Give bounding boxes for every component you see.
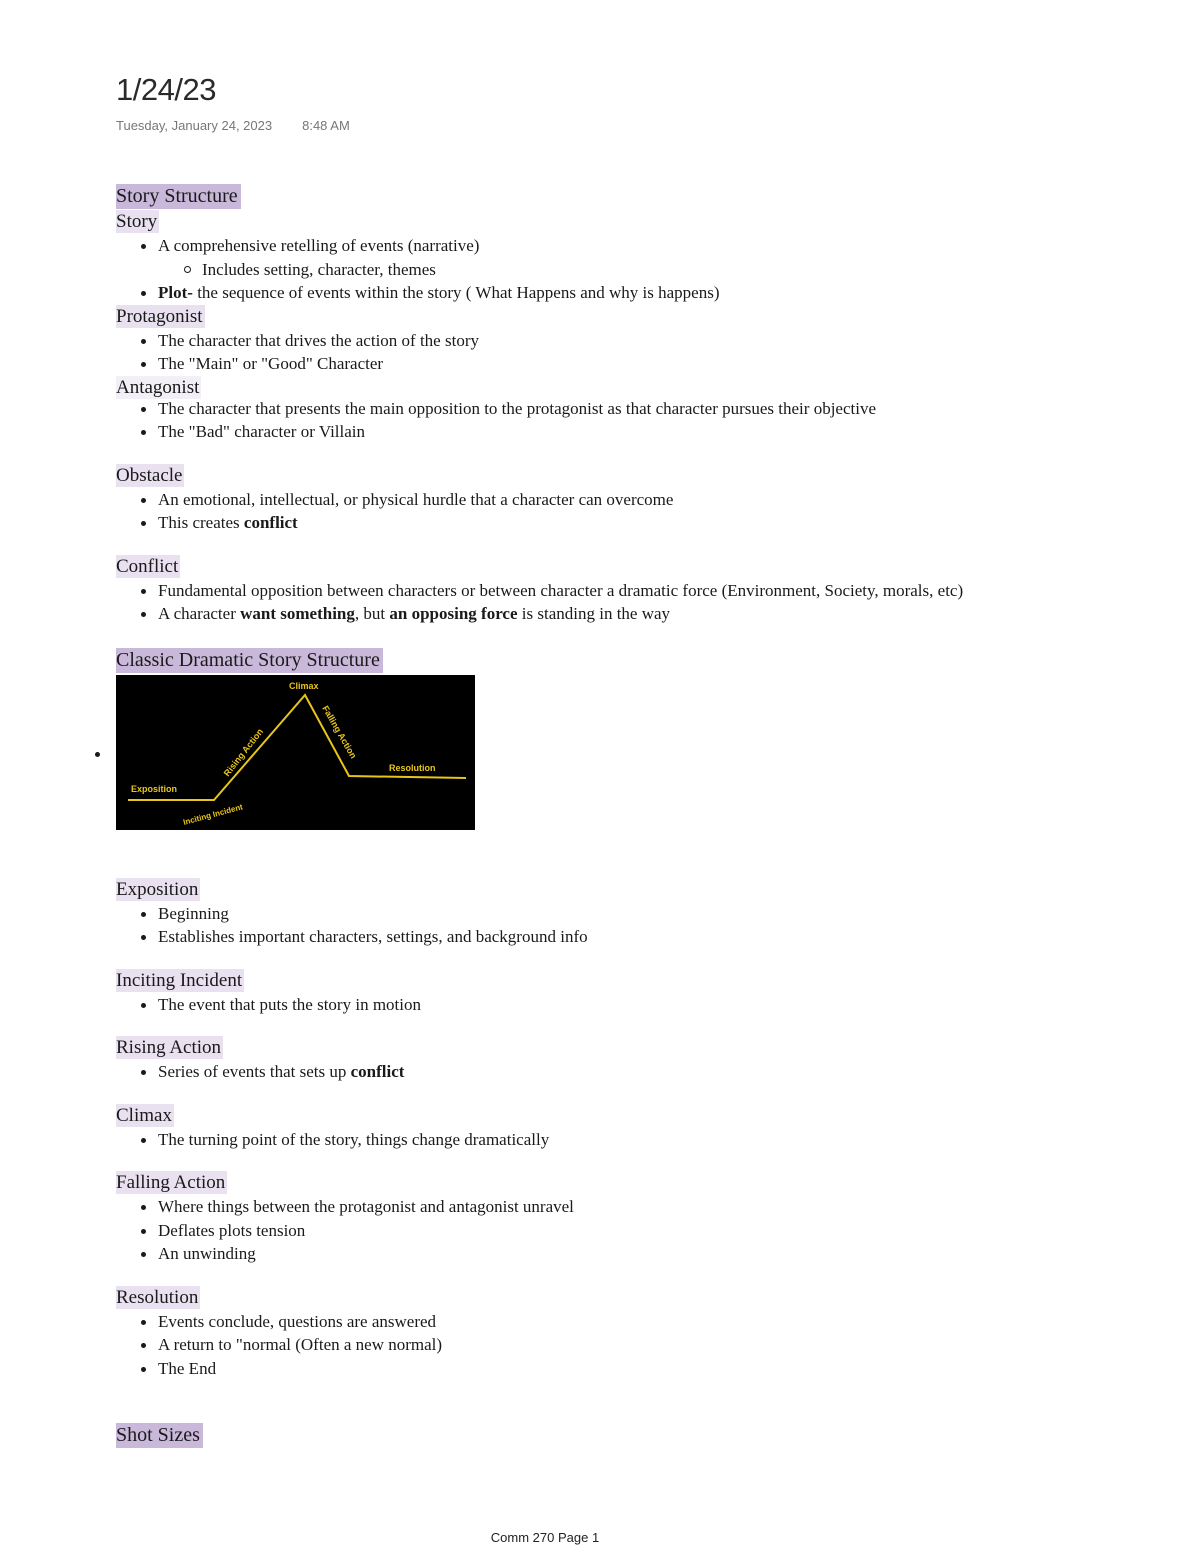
protagonist-list xyxy=(116,329,1156,376)
story-sublist xyxy=(158,258,1156,282)
story-list xyxy=(116,234,1156,305)
plot-line xyxy=(128,695,466,800)
antagonist-list xyxy=(116,397,1156,444)
climax-list xyxy=(116,1128,1156,1152)
inciting-list xyxy=(116,993,1156,1017)
exposition-list xyxy=(116,902,1156,949)
freytag-pyramid-svg xyxy=(116,675,475,830)
subheading-obstacle: Obstacle xyxy=(116,464,183,486)
list-item: A character want something, but an opposing force is standing in the way xyxy=(138,602,1156,626)
label-falling-action: Falling Action xyxy=(320,703,359,760)
note-content xyxy=(116,184,1156,1449)
list-item: The "Bad" character or Villain xyxy=(138,420,1156,444)
subheading-protagonist: Protagonist xyxy=(116,305,203,327)
diagram-list-item xyxy=(116,675,1156,831)
subheading-exposition: Exposition xyxy=(116,878,199,900)
label-resolution: Resolution xyxy=(389,762,436,773)
subheading-climax: Climax xyxy=(116,1104,172,1126)
list-item: Fundamental opposition between characters or between character a dramatic force (Environment, Society, morals, etc) xyxy=(138,579,1156,603)
list-item: An unwinding xyxy=(138,1242,1156,1266)
heading-story-structure: Story Structure xyxy=(116,184,241,209)
list-item: Plot- the sequence of events within the story ( What Happens and why is happens) xyxy=(138,281,1156,305)
subheading-conflict: Conflict xyxy=(116,555,179,577)
subheading-antagonist: Antagonist xyxy=(116,376,200,398)
list-item: Where things between the protagonist and antagonist unravel xyxy=(138,1195,1156,1219)
page-date: Tuesday, January 24, 2023 xyxy=(116,118,273,133)
conflict-list xyxy=(116,579,1156,626)
freytag-pyramid-diagram xyxy=(116,675,475,830)
heading-classic-structure: Classic Dramatic Story Structure xyxy=(116,648,383,673)
list-item: Series of events that sets up conflict xyxy=(138,1060,1156,1084)
list-item: Includes setting, character, themes xyxy=(182,258,1156,282)
heading-shot-sizes: Shot Sizes xyxy=(116,1423,203,1448)
label-exposition: Exposition xyxy=(131,783,178,794)
subheading-rising-action: Rising Action xyxy=(116,1037,222,1058)
list-item: The turning point of the story, things change dramatically xyxy=(138,1128,1156,1152)
list-item: The End xyxy=(138,1357,1156,1381)
label-inciting-incident: Inciting Incident xyxy=(182,801,244,827)
page-footer: Comm 270 Page 1 xyxy=(490,1530,600,1545)
label-rising-action: Rising Action xyxy=(221,726,266,778)
label-climax: Climax xyxy=(289,680,319,691)
bullet xyxy=(95,752,100,757)
list-item: Events conclude, questions are answered xyxy=(138,1310,1156,1334)
page-timestamp xyxy=(116,118,350,133)
list-item: Beginning xyxy=(138,902,1156,926)
page-time: 8:48 AM xyxy=(302,118,350,133)
list-item: An emotional, intellectual, or physical hurdle that a character can overcome xyxy=(138,488,1156,512)
resolution-list xyxy=(116,1310,1156,1381)
list-item: A return to "normal (Often a new normal) xyxy=(138,1333,1156,1357)
list-item: The event that puts the story in motion xyxy=(138,993,1156,1017)
subheading-resolution: Resolution xyxy=(116,1286,199,1308)
page-title: 1/24/23 xyxy=(116,72,216,107)
list-item: This creates conflict xyxy=(138,511,1156,535)
subheading-inciting-incident: Inciting Incident xyxy=(116,969,243,991)
list-item: Establishes important characters, settings, and background info xyxy=(138,925,1156,949)
list-item: A comprehensive retelling of events (narrative) Includes setting, character, themes xyxy=(138,234,1156,281)
list-item: Deflates plots tension xyxy=(138,1219,1156,1243)
rising-list xyxy=(116,1060,1156,1084)
subheading-story: Story xyxy=(116,211,158,232)
subheading-falling-action: Falling Action xyxy=(116,1172,226,1193)
falling-list xyxy=(116,1195,1156,1266)
list-item: The character that drives the action of the story xyxy=(138,329,1156,353)
list-item: The "Main" or "Good" Character xyxy=(138,352,1156,376)
obstacle-list xyxy=(116,488,1156,535)
list-item: The character that presents the main opposition to the protagonist as that character pursues their objective xyxy=(138,397,1156,421)
